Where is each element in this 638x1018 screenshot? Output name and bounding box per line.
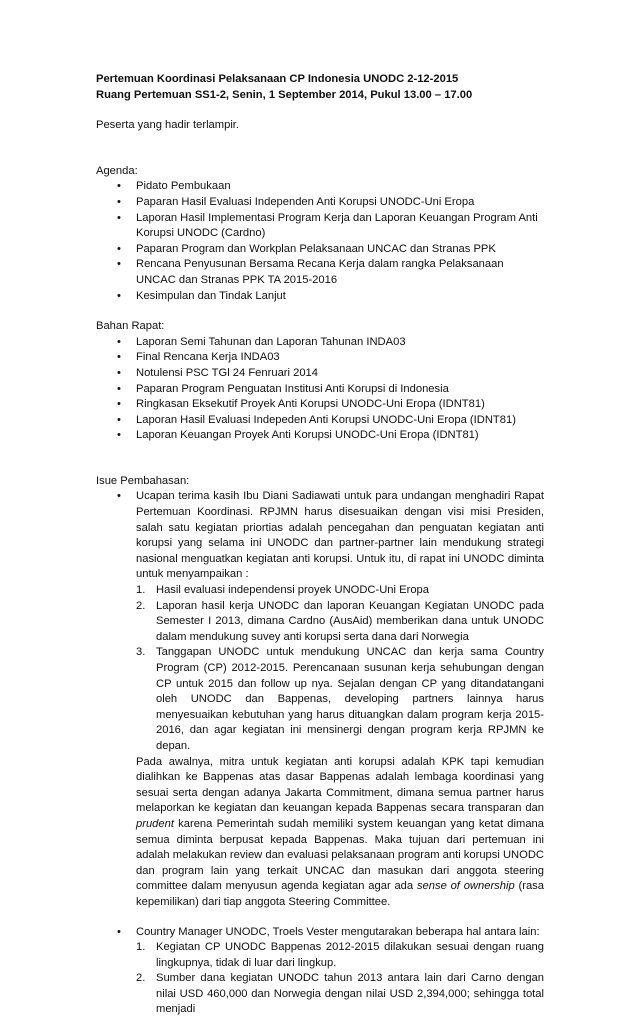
list-item: • Paparan Program Penguatan Institusi Anti Korupsi di Indonesia: [96, 382, 544, 398]
list-item: • Kesimpulan dan Tindak Lanjut: [96, 289, 544, 305]
list-item: • Ucapan terima kasih Ibu Diani Sadiawati untuk para undangan menghadiri Rapat Pertemuan Koordinasi. RPJMN harus disesuaikan dengan visi misi Presiden, salah satu kegiatan priortias adalah pencegahan dan penguatan kegiatan anti korupsi yang selama ini UNODC dan partner-partner lain mendukung strategi nasional menguatkan kegiatan anti korupsi. Untuk itu, di rapat ini UNODC diminta untuk menyampaikan : 1. Hasil evaluasi independensi proyek UNODC-Uni Eropa 2. Laporan hasil kerja UNODC dan laporan Keuangan Kegiatan UNODC pada Semester I 2013, dimana Cardno (AusAid) memberikan dana untuk UNODC dalam mendukung suvey anti korupsi serta dana dari Norwegia 3. Tanggapan UNODC untuk mendukung UNCAC dan kerja sama Country Program (CP) 2012-2015. Perencanaan susunan kerja sehubungan dengan CP untuk 2015 dan follow up nya. Sejalan dengan CP yang ditandatangani oleh UNODC dan Bappenas, developing partners lainnya harus menyesuaikan kebutuhan yang harus dituangkan dalam program kerja 2015-2016, dan agar kegiatan ini mensinergi dengan program kerja RPJMN ke depan. Pada awalnya, mitra untuk kegiatan anti korupsi adalah KPK tapi kemudian dialihkan ke Bappenas atas dasar Bappenas adalah lembaga koordinasi yang sesuai serta dengan adanya Jakarta Commitment, dimana semua partner harus melaporkan ke kegiatan dan keuangan kepada Bappenas secara transparan dan prudent karena Pemerintah sudah memiliki system keuangan yang ketat dimana semua diminta berpusat kepada Bappenas. Maka tujuan dari pertemuan ini adalah melakukan review dan evaluasi pelaksanaan program anti korupsi UNODC dan program lain yang terkait UNCAC dan masukan dari anggota steering committee dalam menyusun agenda kegiatan agar ada sense of ownership (rasa kepemilikan) dari tiap anggota Steering Committee.: [96, 489, 544, 924]
isue-list: [96, 489, 544, 1018]
isue-item-1-paragraph: Pada awalnya, mitra untuk kegiatan anti korupsi adalah KPK tapi kemudian dialihkan ke Bappenas atas dasar Bappenas adalah lembaga koordinasi yang sesuai serta dengan adanya Jakarta Commitment, dimana semua partner harus melaporkan ke kegiatan dan keuangan kepada Bappenas secara transparan dan prudent karena Pemerintah sudah memiliki system keuangan yang ketat dimana semua diminta berpusat kepada Bappenas. Maka tujuan dari pertemuan ini adalah melakukan review dan evaluasi pelaksanaan program anti korupsi UNODC dan program lain yang terkait UNCAC dan masukan dari anggota steering committee dalam menyusun agenda kegiatan agar ada sense of ownership (rasa kepemilikan) dari tiap anggota Steering Committee.: [136, 755, 544, 911]
list-item: • Laporan Hasil Implementasi Program Kerja dan Laporan Keuangan Program Anti Korupsi UNODC (Cardno): [96, 211, 544, 242]
agenda-heading: Agenda:: [96, 164, 544, 180]
bahan-heading: Bahan Rapat:: [96, 319, 544, 335]
list-item: • Pidato Pembukaan: [96, 179, 544, 195]
document-page: [96, 72, 544, 1018]
title-line-2: Ruang Pertemuan SS1-2, Senin, 1 September 2014, Pukul 13.00 – 17.00: [96, 88, 544, 104]
list-item: • Final Rencana Kerja INDA03: [96, 350, 544, 366]
isue-item-1-intro: Ucapan terima kasih Ibu Diani Sadiawati untuk para undangan menghadiri Rapat Pertemuan Koordinasi. RPJMN harus disesuaikan dengan visi misi Presiden, salah satu kegiatan priortias adalah pencegahan dan penguatan kegiatan anti korupsi yang selama ini UNODC dan partner-partner lain mendukung strategi nasional menguatkan kegiatan anti korupsi. Untuk itu, di rapat ini UNODC diminta untuk menyampaikan :: [136, 489, 544, 583]
list-item: • Laporan Hasil Evaluasi Indepeden Anti Korupsi UNODC-Uni Eropa (IDNT81): [96, 413, 544, 429]
isue-item-2-intro: Country Manager UNODC, Troels Vester mengutarakan beberapa hal antara lain:: [136, 925, 544, 941]
list-item: • Laporan Semi Tahunan dan Laporan Tahunan INDA03: [96, 335, 544, 351]
isue-heading: Isue Pembahasan:: [96, 474, 544, 490]
peserta-note: Peserta yang hadir terlampir.: [96, 118, 544, 134]
list-item: • Laporan Keuangan Proyek Anti Korupsi UNODC-Uni Eropa (IDNT81): [96, 428, 544, 444]
list-item: 2. Sumber dana kegiatan UNODC tahun 2013 antara lain dari Carno dengan nilai USD 460,000 dan Norwegia dengan nilai USD 2,394,000; sehingga total menjadi: [136, 971, 544, 1018]
list-item: 3. Tanggapan UNODC untuk mendukung UNCAC dan kerja sama Country Program (CP) 2012-2015. Perencanaan susunan kerja sehubungan dengan CP untuk 2015 dan follow up nya. Sejalan dengan CP yang ditandatangani oleh UNODC dan Bappenas, developing partners lainnya harus menyesuaikan kebutuhan yang harus dituangkan dalam program kerja 2015-2016, dan agar kegiatan ini mensinergi dengan program kerja RPJMN ke depan.: [136, 645, 544, 754]
list-item: 2. Laporan hasil kerja UNODC dan laporan Keuangan Kegiatan UNODC pada Semester I 2013, dimana Cardno (AusAid) memberikan dana untuk UNODC dalam mendukung suvey anti korupsi serta dana dari Norwegia: [136, 599, 544, 646]
list-item: 1. Hasil evaluasi independensi proyek UNODC-Uni Eropa: [136, 583, 544, 599]
list-item: • Ringkasan Eksekutif Proyek Anti Korupsi UNODC-Uni Eropa (IDNT81): [96, 397, 544, 413]
list-item: • Paparan Hasil Evaluasi Independen Anti Korupsi UNODC-Uni Eropa: [96, 195, 544, 211]
list-item: • Rencana Penyusunan Bersama Recana Kerja dalam rangka Pelaksanaan UNCAC dan Stranas PPK TA 2015-2016: [96, 257, 544, 288]
bahan-list: [96, 335, 544, 444]
document-title: [96, 72, 544, 103]
title-line-1: Pertemuan Koordinasi Pelaksanaan CP Indonesia UNODC 2-12-2015: [96, 72, 544, 88]
isue-item-2-sublist: [136, 940, 544, 1018]
agenda-list: [96, 179, 544, 304]
list-item: 1. Kegiatan CP UNODC Bappenas 2012-2015 dilakukan sesuai dengan ruang lingkupnya, tidak di luar dari lingkup.: [136, 940, 544, 971]
list-item: • Paparan Program dan Workplan Pelaksanaan UNCAC dan Stranas PPK: [96, 242, 544, 258]
list-item: • Notulensi PSC TGl 24 Fenruari 2014: [96, 366, 544, 382]
isue-item-1-sublist: [136, 583, 544, 755]
list-item: • Country Manager UNODC, Troels Vester mengutarakan beberapa hal antara lain: 1. Kegiatan CP UNODC Bappenas 2012-2015 dilakukan sesuai dengan ruang lingkupnya, tidak di luar dari lingkup. 2. Sumber dana kegiatan UNODC tahun 2013 antara lain dari Carno dengan nilai USD 460,000 dan Norwegia dengan nilai USD 2,394,000; sehingga total menjadi: [96, 925, 544, 1018]
